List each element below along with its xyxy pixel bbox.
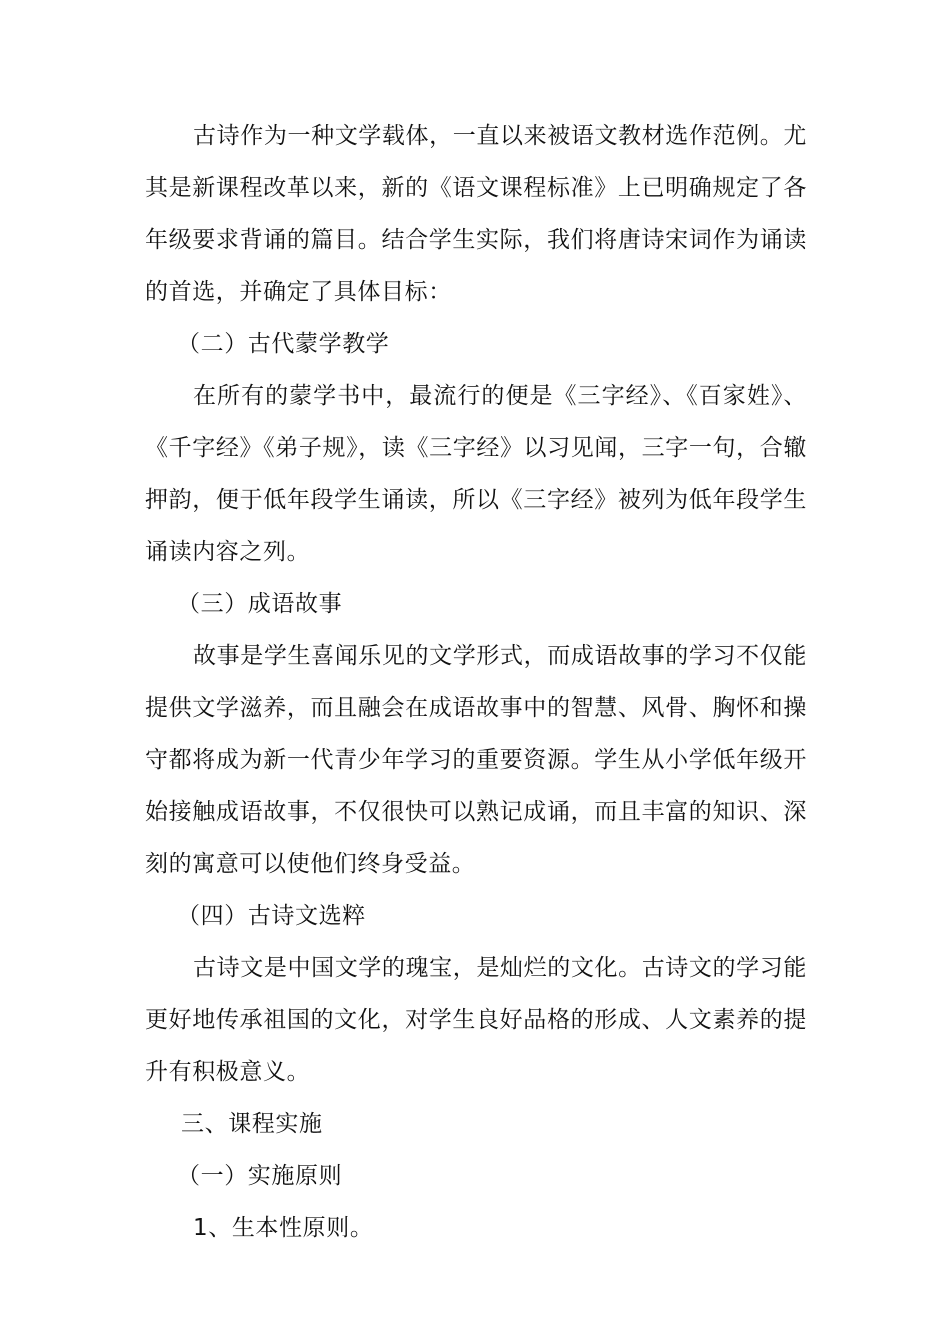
subheading-enlightenment: （二）古代蒙学教学 [177,331,390,357]
list-item-student-centered: 1、生本性原则。 [193,1215,374,1241]
subheading-idioms: （三）成语故事 [177,591,343,617]
paragraph-classical-selection: 古诗文是中国文学的瑰宝，是灿烂的文化。古诗文的学习能更好地传承祖国的文化，对学生良好品格的形成、人文素养的提升有积极意义。 [145,955,807,1085]
paragraph-enlightenment: 在所有的蒙学书中，最流行的便是《三字经》、《百家姓》、《千字经》《弟子规》，读《三字经》以习见闻，三字一句，合辙押韵，便于低年段学生诵读，所以《三字经》被列为低年段学生诵读内容之列。 [145,383,807,565]
paragraph-idioms: 故事是学生喜闻乐见的文学形式，而成语故事的学习不仅能提供文学滋养，而且融会在成语故事中的智慧、风骨、胸怀和操守都将成为新一代青少年学习的重要资源。学生从小学低年级开始接触成语故事，不仅很快可以熟记成诵，而且丰富的知识、深刻的寓意可以使他们终身受益。 [145,643,807,877]
subheading-classical-selection: （四）古诗文选粹 [177,903,366,929]
document-body [145,110,807,1254]
subheading-principles: （一）实施原则 [177,1163,343,1189]
heading-course-implementation: 三、课程实施 [181,1111,323,1137]
paragraph-ancient-poetry: 古诗作为一种文学载体，一直以来被语文教材选作范例。尤其是新课程改革以来，新的《语文课程标准》上已明确规定了各年级要求背诵的篇目。结合学生实际，我们将唐诗宋词作为诵读的首选，并确定了具体目标： [145,123,807,305]
